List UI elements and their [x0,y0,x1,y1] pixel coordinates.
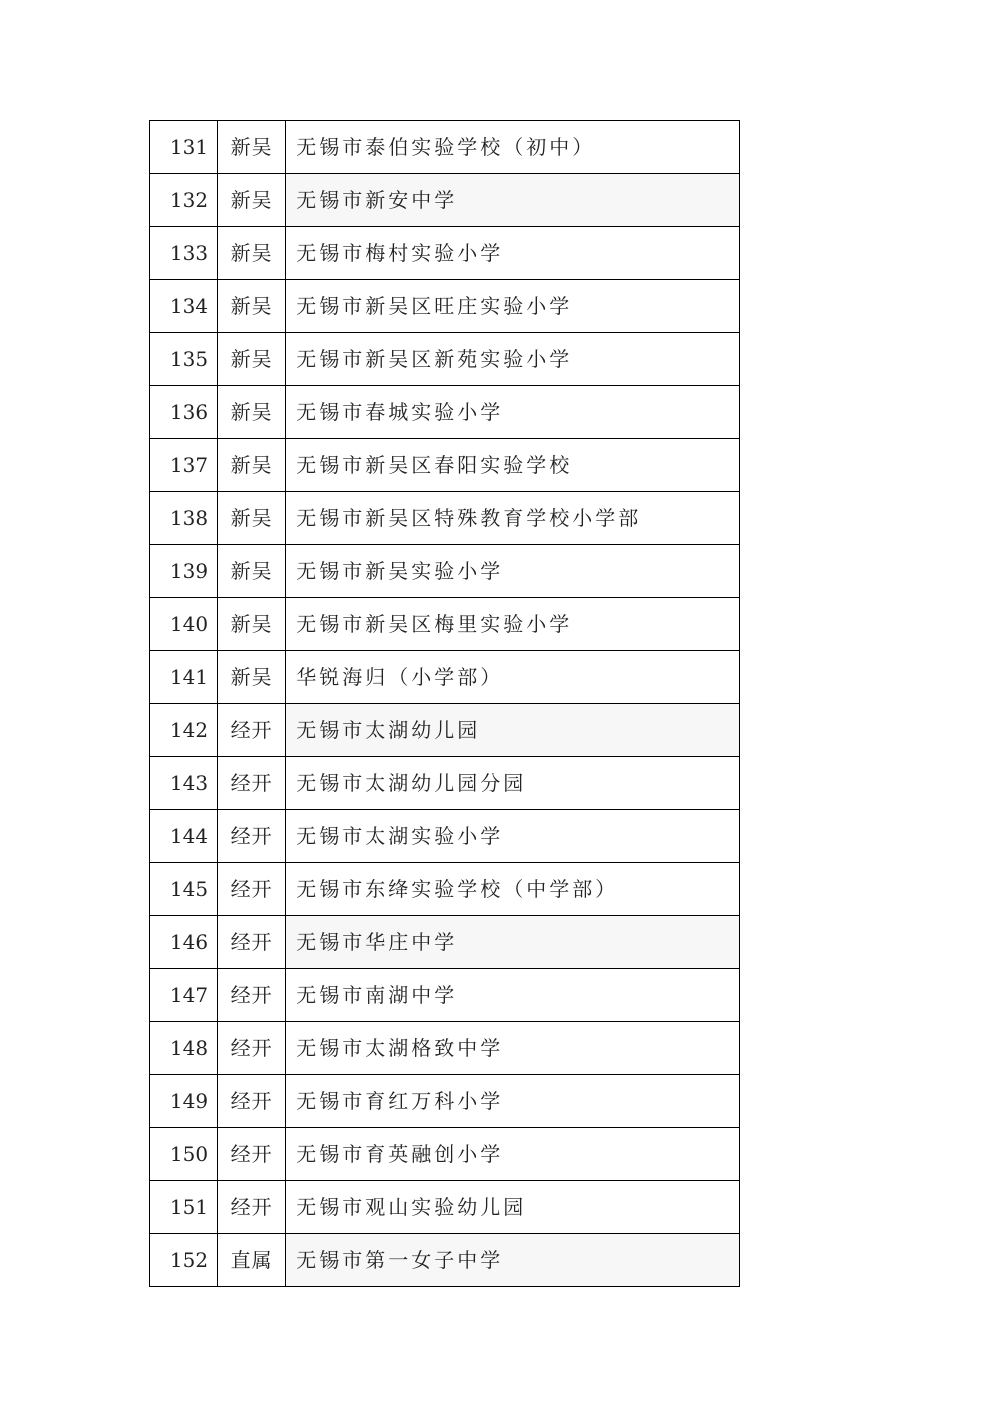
row-number-cell: 142 [150,704,218,757]
school-name-cell: 无锡市华庄中学 [286,916,740,969]
table-row [150,121,740,174]
school-name-cell: 无锡市第一女子中学 [286,1234,740,1287]
school-name-cell: 无锡市太湖格致中学 [286,1022,740,1075]
row-number-cell: 134 [150,280,218,333]
row-number-cell: 145 [150,863,218,916]
row-number-cell: 150 [150,1128,218,1181]
table-row [150,969,740,1022]
row-number-cell: 147 [150,969,218,1022]
table-row [150,598,740,651]
school-name-cell: 无锡市育红万科小学 [286,1075,740,1128]
school-name-cell: 无锡市新吴区新苑实验小学 [286,333,740,386]
table-row [150,863,740,916]
district-cell: 新吴 [218,227,286,280]
district-cell: 新吴 [218,439,286,492]
table-body [150,121,740,1287]
district-cell: 新吴 [218,121,286,174]
district-cell: 经开 [218,704,286,757]
table-row [150,333,740,386]
school-name-cell: 无锡市新吴区旺庄实验小学 [286,280,740,333]
school-name-cell: 华锐海归（小学部） [286,651,740,704]
table-row [150,545,740,598]
school-name-cell: 无锡市太湖实验小学 [286,810,740,863]
district-cell: 新吴 [218,174,286,227]
table-row [150,1181,740,1234]
district-cell: 新吴 [218,333,286,386]
row-number-cell: 151 [150,1181,218,1234]
row-number-cell: 144 [150,810,218,863]
row-number-cell: 141 [150,651,218,704]
table-row [150,386,740,439]
district-cell: 新吴 [218,386,286,439]
school-name-cell: 无锡市新吴区特殊教育学校小学部 [286,492,740,545]
school-name-cell: 无锡市育英融创小学 [286,1128,740,1181]
school-name-cell: 无锡市新安中学 [286,174,740,227]
row-number-cell: 148 [150,1022,218,1075]
table-row [150,651,740,704]
row-number-cell: 135 [150,333,218,386]
table-row [150,1234,740,1287]
school-name-cell: 无锡市泰伯实验学校（初中） [286,121,740,174]
table-row [150,492,740,545]
table-row [150,1128,740,1181]
district-cell: 经开 [218,1128,286,1181]
row-number-cell: 139 [150,545,218,598]
table-row [150,916,740,969]
school-name-cell: 无锡市新吴实验小学 [286,545,740,598]
district-cell: 经开 [218,1075,286,1128]
district-cell: 新吴 [218,280,286,333]
table-row [150,810,740,863]
district-cell: 新吴 [218,598,286,651]
district-cell: 新吴 [218,651,286,704]
row-number-cell: 138 [150,492,218,545]
row-number-cell: 132 [150,174,218,227]
district-cell: 直属 [218,1234,286,1287]
district-cell: 经开 [218,810,286,863]
district-cell: 经开 [218,969,286,1022]
table-row [150,174,740,227]
school-name-cell: 无锡市东绛实验学校（中学部） [286,863,740,916]
school-list-table [149,120,740,1287]
district-cell: 经开 [218,757,286,810]
district-cell: 经开 [218,1181,286,1234]
table-row [150,757,740,810]
district-cell: 新吴 [218,545,286,598]
row-number-cell: 131 [150,121,218,174]
district-cell: 经开 [218,1022,286,1075]
row-number-cell: 133 [150,227,218,280]
school-name-cell: 无锡市春城实验小学 [286,386,740,439]
table-row [150,439,740,492]
table-row [150,227,740,280]
table-row [150,1075,740,1128]
row-number-cell: 136 [150,386,218,439]
school-name-cell: 无锡市新吴区春阳实验学校 [286,439,740,492]
row-number-cell: 137 [150,439,218,492]
table-row [150,704,740,757]
row-number-cell: 140 [150,598,218,651]
district-cell: 新吴 [218,492,286,545]
school-name-cell: 无锡市太湖幼儿园分园 [286,757,740,810]
district-cell: 经开 [218,863,286,916]
school-name-cell: 无锡市观山实验幼儿园 [286,1181,740,1234]
table-row [150,1022,740,1075]
school-name-cell: 无锡市梅村实验小学 [286,227,740,280]
table-row [150,280,740,333]
row-number-cell: 146 [150,916,218,969]
row-number-cell: 149 [150,1075,218,1128]
school-name-cell: 无锡市新吴区梅里实验小学 [286,598,740,651]
row-number-cell: 143 [150,757,218,810]
district-cell: 经开 [218,916,286,969]
row-number-cell: 152 [150,1234,218,1287]
school-name-cell: 无锡市南湖中学 [286,969,740,1022]
school-name-cell: 无锡市太湖幼儿园 [286,704,740,757]
